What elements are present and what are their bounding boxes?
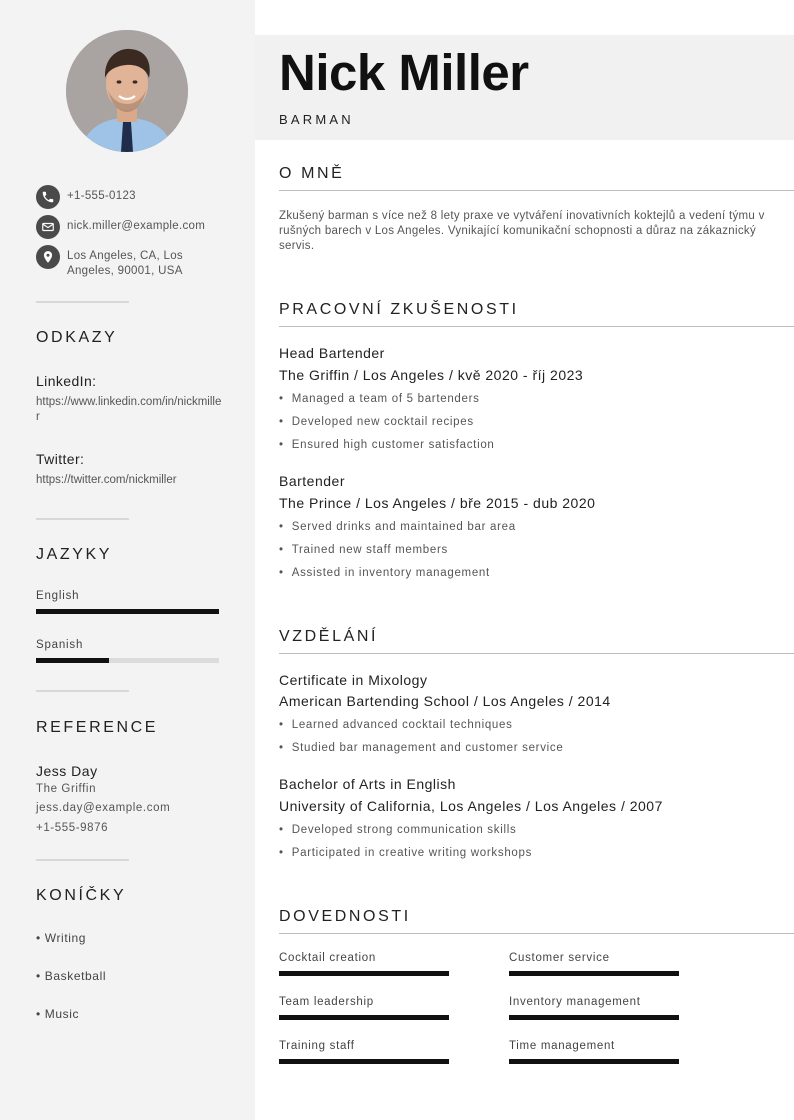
skill-name: Time management xyxy=(509,1040,615,1052)
contact-phone: +1-555-0123 xyxy=(67,190,136,202)
sidebar-divider xyxy=(36,690,129,692)
contact-address-row xyxy=(36,245,183,279)
reference-company: The Griffin xyxy=(36,783,97,795)
education-bullet: • Participated in creative writing workshops xyxy=(279,847,532,859)
job-title: Head Bartender xyxy=(279,345,385,361)
hobby-label: Writing xyxy=(44,931,87,945)
twitter-label: Twitter: xyxy=(36,451,85,467)
skill-level-fill xyxy=(509,1015,679,1020)
skill-name: Cocktail creation xyxy=(279,952,376,964)
sidebar-divider xyxy=(36,859,129,861)
phone-icon xyxy=(36,185,60,209)
candidate-title: BARMAN xyxy=(279,112,354,127)
education-bullet: • Studied bar management and customer service xyxy=(279,742,563,754)
job-title: Bartender xyxy=(279,473,345,489)
education-details: American Bartending School / Los Angeles / 2014 xyxy=(279,693,611,709)
skill-level-bar xyxy=(279,971,449,976)
experience-heading: PRACOVNÍ ZKUŠENOSTI xyxy=(279,301,519,318)
language-name: English xyxy=(36,590,80,602)
sidebar-divider xyxy=(36,301,129,303)
sidebar xyxy=(0,0,255,1120)
candidate-name: Nick Miller xyxy=(279,44,529,101)
hobby-item: • Basketball xyxy=(36,969,107,983)
hobby-item: • Music xyxy=(36,1007,80,1021)
reference-phone: +1-555-9876 xyxy=(36,822,109,834)
skill-level-fill xyxy=(279,1015,449,1020)
education-bullet: • Learned advanced cocktail techniques xyxy=(279,719,513,731)
languages-heading: JAZYKY xyxy=(36,546,113,563)
job-details: The Griffin / Los Angeles / kvě 2020 - říj 2023 xyxy=(279,367,584,383)
skill-name: Team leadership xyxy=(279,996,374,1008)
about-text: Zkušený barman s více než 8 lety praxe ve vytváření inovativních koktejlů a vedení týmu v rušných barech v Los Angeles. Vynikající komunikační schopnosti a důraz na zákaznický servis. xyxy=(279,210,765,252)
hobby-label: Basketball xyxy=(44,969,107,983)
job-details: The Prince / Los Angeles / bře 2015 - dub 2020 xyxy=(279,495,596,511)
job-bullet: • Developed new cocktail recipes xyxy=(279,416,474,428)
hobby-label: Music xyxy=(44,1007,80,1021)
section-rule xyxy=(279,933,794,934)
skill-level-bar xyxy=(509,971,679,976)
twitter-link[interactable]: https://twitter.com/nickmiller xyxy=(36,474,177,486)
linkedin-link[interactable]: https://www.linkedin.com/in/nickmiller xyxy=(36,396,222,423)
language-level-bar xyxy=(36,658,219,663)
language-level-bar xyxy=(36,609,219,614)
linkedin-label: LinkedIn: xyxy=(36,373,97,389)
skill-level-fill xyxy=(279,971,449,976)
job-bullet: • Ensured high customer satisfaction xyxy=(279,439,495,451)
links-heading: ODKAZY xyxy=(36,329,118,346)
contact-phone-row xyxy=(36,185,136,209)
skill-level-bar xyxy=(509,1015,679,1020)
language-level-fill xyxy=(36,609,219,614)
reference-email: jess.day@example.com xyxy=(36,802,171,814)
skill-level-fill xyxy=(279,1059,449,1064)
job-bullet: • Managed a team of 5 bartenders xyxy=(279,393,480,405)
skill-level-fill xyxy=(509,1059,679,1064)
skill-name: Training staff xyxy=(279,1040,355,1052)
language-level-fill xyxy=(36,658,109,663)
education-bullet: • Developed strong communication skills xyxy=(279,824,516,836)
hobby-item: • Writing xyxy=(36,931,87,945)
skills-heading: DOVEDNOSTI xyxy=(279,908,411,925)
avatar-photo xyxy=(66,30,188,152)
skill-name: Customer service xyxy=(509,952,610,964)
skill-level-bar xyxy=(509,1059,679,1064)
avatar xyxy=(66,30,188,152)
about-heading: O MNĚ xyxy=(279,165,345,182)
language-name: Spanish xyxy=(36,639,84,651)
hobbies-heading: KONÍČKY xyxy=(36,887,127,904)
section-rule xyxy=(279,653,794,654)
section-rule xyxy=(279,326,794,327)
location-pin-icon xyxy=(36,245,60,269)
section-rule xyxy=(279,190,794,191)
sidebar-divider xyxy=(36,518,129,520)
skill-level-bar xyxy=(279,1015,449,1020)
job-bullet: • Trained new staff members xyxy=(279,544,448,556)
job-bullet: • Assisted in inventory management xyxy=(279,567,490,579)
address-line-1: Los Angeles, CA, Los xyxy=(67,250,183,262)
job-bullet: • Served drinks and maintained bar area xyxy=(279,521,516,533)
skill-name: Inventory management xyxy=(509,996,641,1008)
mail-icon xyxy=(36,215,60,239)
address-line-2: Angeles, 90001, USA xyxy=(67,265,183,277)
education-title: Certificate in Mixology xyxy=(279,672,428,688)
education-details: University of California, Los Angeles / Los Angeles / 2007 xyxy=(279,798,663,814)
contact-email-row xyxy=(36,215,205,239)
skill-level-bar xyxy=(279,1059,449,1064)
contact-address xyxy=(67,245,183,279)
reference-heading: REFERENCE xyxy=(36,719,159,736)
contact-email: nick.miller@example.com xyxy=(67,220,206,232)
reference-name: Jess Day xyxy=(36,763,98,779)
skill-level-fill xyxy=(509,971,679,976)
education-title: Bachelor of Arts in English xyxy=(279,776,456,792)
education-heading: VZDĚLÁNÍ xyxy=(279,628,379,645)
